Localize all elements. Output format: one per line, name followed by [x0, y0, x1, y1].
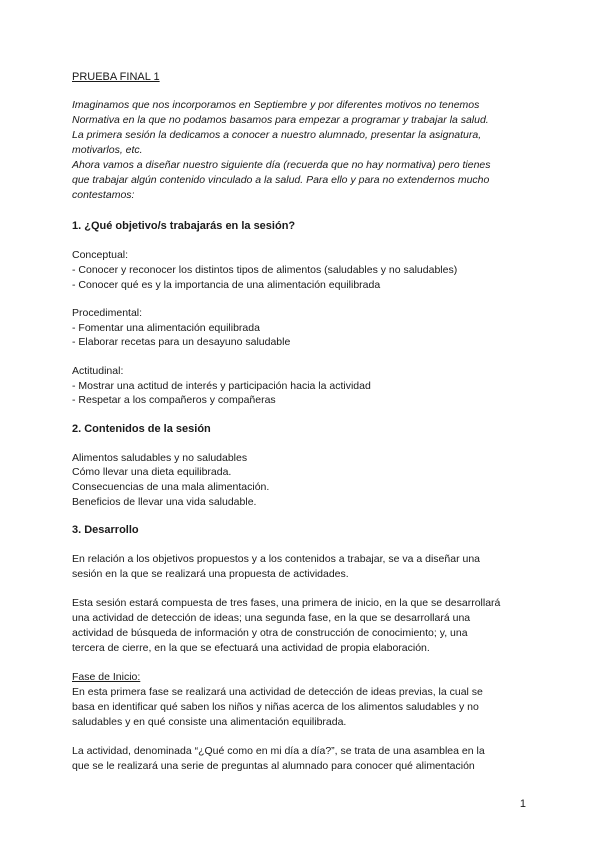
- list-item: Consecuencias de una mala alimentación.: [72, 481, 270, 494]
- paragraph-line: actividad de búsqueda de información y otra de construcción de conocimiento; y, una: [72, 627, 468, 640]
- list-item: - Mostrar una actitud de interés y participación hacia la actividad: [72, 379, 371, 392]
- conceptual-objectives: [72, 248, 532, 292]
- desarrollo-paragraph-2: [72, 596, 532, 656]
- procedimental-objectives: [72, 306, 532, 350]
- actitudinal-objectives: [72, 364, 532, 408]
- list-item: Alimentos saludables y no saludables: [72, 451, 248, 464]
- list-item: - Conocer y reconocer los distintos tipos de alimentos (saludables y no saludables): [72, 263, 458, 276]
- paragraph-line: La actividad, denominada “¿Qué como en mi día a día?”, se trata de una asamblea en la: [72, 745, 485, 758]
- section-1-heading: 1. ¿Qué objetivo/s trabajarás en la sesión?: [72, 220, 296, 232]
- conceptual-label: Conceptual:: [72, 249, 129, 261]
- section-3-heading: 3. Desarrollo: [72, 524, 139, 537]
- actividad-paragraph: [72, 744, 532, 774]
- actitudinal-label: Actitudinal:: [72, 364, 124, 377]
- list-item: Cómo llevar una dieta equilibrada.: [72, 466, 232, 479]
- paragraph-line: sesión en la que se realizará una propuesta de actividades.: [72, 568, 349, 581]
- procedimental-label: Procedimental:: [72, 306, 143, 319]
- desarrollo-paragraph-1: [72, 552, 532, 582]
- paragraph-line: una actividad de detección de ideas; una segunda fase, en la que se desarrollará una: [72, 612, 471, 625]
- intro-paragraph: [72, 98, 532, 203]
- list-item: - Fomentar una alimentación equilibrada: [72, 321, 260, 334]
- intro-line: que trabajar algún contenido vinculado a la salud. Para ello y para no extendernos mucho: [72, 174, 490, 186]
- list-item: - Conocer qué es y la importancia de una alimentación equilibrada: [72, 278, 381, 291]
- intro-line: Normativa en la que no podamos basamos para empezar a programar y trabajar la salud.: [72, 114, 489, 126]
- page-number: 1: [519, 798, 526, 810]
- list-item: Beneficios de llevar una vida saludable.: [72, 496, 257, 509]
- intro-line: contestamos:: [72, 189, 135, 201]
- list-item: - Respetar a los compañeros y compañeras: [72, 394, 276, 407]
- paragraph-line: basa en identificar qué saben los niños y niñas acerca de los alimentos saludables y no: [72, 701, 479, 714]
- paragraph-line: saludables y en qué consiste una alimentación equilibrada.: [72, 716, 347, 729]
- document-page: [72, 70, 532, 788]
- intro-line: Ahora vamos a diseñar nuestro siguiente día (recuerda que no hay normativa) pero tienes: [72, 159, 491, 171]
- paragraph-line: que se le realizará una serie de preguntas al alumnado para conocer qué alimentación: [72, 760, 475, 773]
- intro-line: Imaginamos que nos incorporamos en Septiembre y por diferentes motivos no tenemos: [72, 99, 480, 111]
- paragraph-line: En relación a los objetivos propuestos y a los contenidos a trabajar, se va a diseñar una: [72, 553, 480, 566]
- intro-line: La primera sesión la dedicamos a conocer a nuestro alumnado, presentar la asignatura,: [72, 129, 482, 141]
- fase-inicio-label: Fase de Inicio:: [72, 671, 141, 684]
- paragraph-line: En esta primera fase se realizará una actividad de detección de ideas previas, la cual se: [72, 686, 483, 699]
- section-2-heading: 2. Contenidos de la sesión: [72, 422, 211, 435]
- list-item: - Elaborar recetas para un desayuno saludable: [72, 336, 291, 349]
- contenidos-list: [72, 451, 532, 510]
- paragraph-line: Esta sesión estará compuesta de tres fases, una primera de inicio, en la que se desarrollará: [72, 597, 501, 610]
- paragraph-line: tercera de cierre, en la que se efectuará una actividad de propia elaboración.: [72, 642, 430, 655]
- intro-line: motivarlos, etc.: [72, 144, 143, 156]
- document-title: PRUEBA FINAL 1: [72, 71, 160, 83]
- fase-inicio-paragraph: [72, 670, 532, 730]
